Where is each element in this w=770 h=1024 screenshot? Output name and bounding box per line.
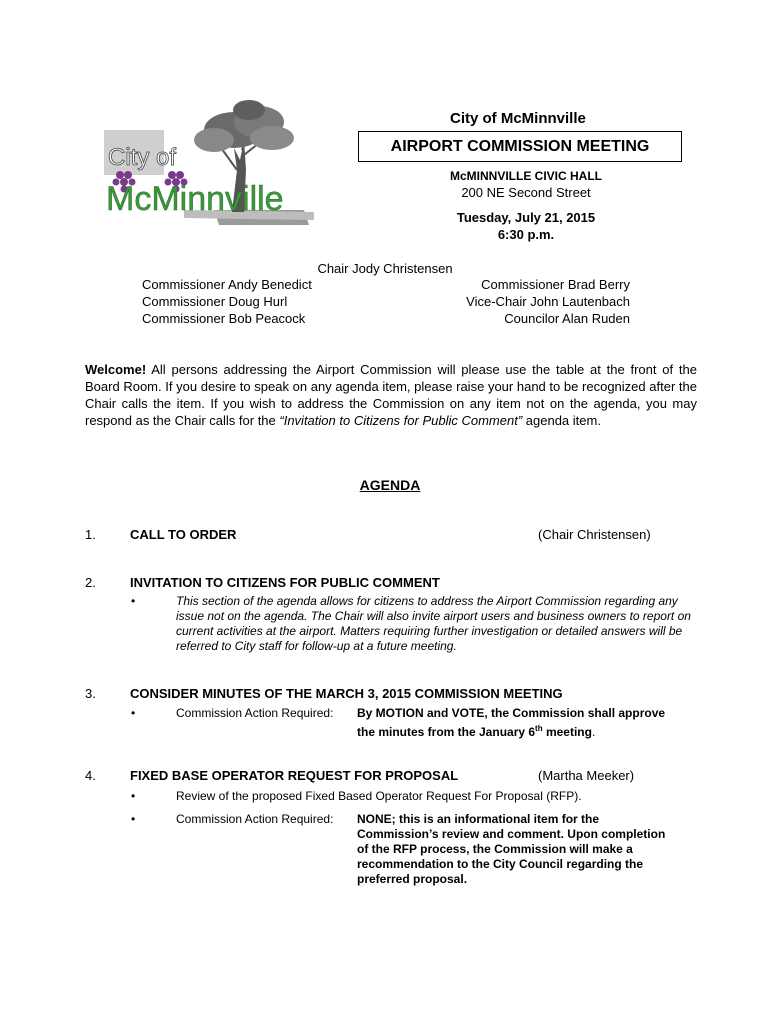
item-description: This section of the agenda allows for citizens to address the Airport Commission regarding any issue not on the agenda. The Chair will also invite airport users and business owners to report on current activities at the airport. Matters requiring further investigation or detailed answers will be referred to City staff for follow-up at a future meeting. <box>176 594 691 653</box>
bullet-icon: • <box>131 812 136 826</box>
meeting-title: AIRPORT COMMISSION MEETING <box>358 131 682 162</box>
action-line: of the RFP process, the Commission will make a <box>357 842 633 856</box>
item-title: CALL TO ORDER <box>130 527 237 542</box>
venue: McMINNVILLE CIVIC HALL <box>450 169 602 183</box>
roster-member: Commissioner Brad Berry <box>481 277 630 292</box>
city-logo <box>104 100 314 230</box>
item-number: 1. <box>85 527 96 542</box>
action-line-part: . <box>591 725 596 739</box>
logo-text-top: City of <box>108 144 177 171</box>
action-line: recommendation to the City Council regarding the <box>357 857 644 871</box>
roster-member: Commissioner Doug Hurl <box>142 294 288 309</box>
tree-icon <box>104 100 314 230</box>
welcome-quote: “Invitation to Citizens for Public Comment” <box>279 413 523 428</box>
item-presenter: (Chair Christensen) <box>538 527 651 542</box>
welcome-tail: agenda item. <box>522 413 601 428</box>
welcome-lead: Welcome! <box>85 362 147 377</box>
action-line <box>357 721 665 740</box>
agenda-title: AGENDA <box>359 477 421 493</box>
meeting-date: Tuesday, July 21, 2015 <box>456 210 596 225</box>
roster-left <box>142 276 312 327</box>
address: 200 NE Second Street <box>461 185 591 200</box>
item-presenter: (Martha Meeker) <box>538 768 635 783</box>
roster-member: Vice-Chair John Lautenbach <box>466 294 630 309</box>
action-label: Commission Action Required: <box>176 812 334 826</box>
item-number: 4. <box>85 768 96 783</box>
logo-text-bottom: McMinnville <box>106 180 284 218</box>
item-description: Review of the proposed Fixed Based Operator Request For Proposal (RFP). <box>176 789 582 803</box>
welcome-body: All persons addressing the Airport Commission will please use the table at the front of the Board Room. If you desire to speak on any agenda item, please raise your hand to be recognized after the Chair calls the item. If you wish to address the Commission on any item not on the agenda, you may respond as the Chair calls for the <box>85 362 697 428</box>
ordinal-suffix: th <box>535 724 543 733</box>
action-line: Commission’s review and comment. Upon completion <box>357 827 666 841</box>
action-line-part: meeting <box>542 725 592 739</box>
item-number: 2. <box>85 575 96 590</box>
action-text <box>357 812 665 887</box>
action-line: By MOTION and VOTE, the Commission shall approve <box>357 706 666 720</box>
action-line: NONE; this is an informational item for the <box>357 812 600 826</box>
action-line: preferred proposal. <box>357 872 468 886</box>
bullet-icon: • <box>131 789 136 803</box>
roster-right <box>466 276 630 327</box>
action-text <box>357 706 665 740</box>
roster-member: Councilor Alan Ruden <box>504 311 630 326</box>
bullet-icon: • <box>131 594 136 608</box>
item-title: INVITATION TO CITIZENS FOR PUBLIC COMMENT <box>130 575 440 590</box>
city-name: City of McMinnville <box>450 110 586 127</box>
item-number: 3. <box>85 686 96 701</box>
roster-member: Commissioner Bob Peacock <box>142 311 306 326</box>
item-title: CONSIDER MINUTES OF THE MARCH 3, 2015 COMMISSION MEETING <box>130 686 563 701</box>
action-line-part: the minutes from the January 6 <box>357 725 536 739</box>
item-title: FIXED BASE OPERATOR REQUEST FOR PROPOSAL <box>130 768 459 783</box>
bullet-icon: • <box>131 706 136 720</box>
meeting-time: 6:30 p.m. <box>497 227 555 242</box>
action-label: Commission Action Required: <box>176 706 334 720</box>
welcome-paragraph <box>85 361 697 429</box>
roster-member: Commissioner Andy Benedict <box>142 277 312 292</box>
roster-chair: Chair Jody Christensen <box>317 261 453 276</box>
